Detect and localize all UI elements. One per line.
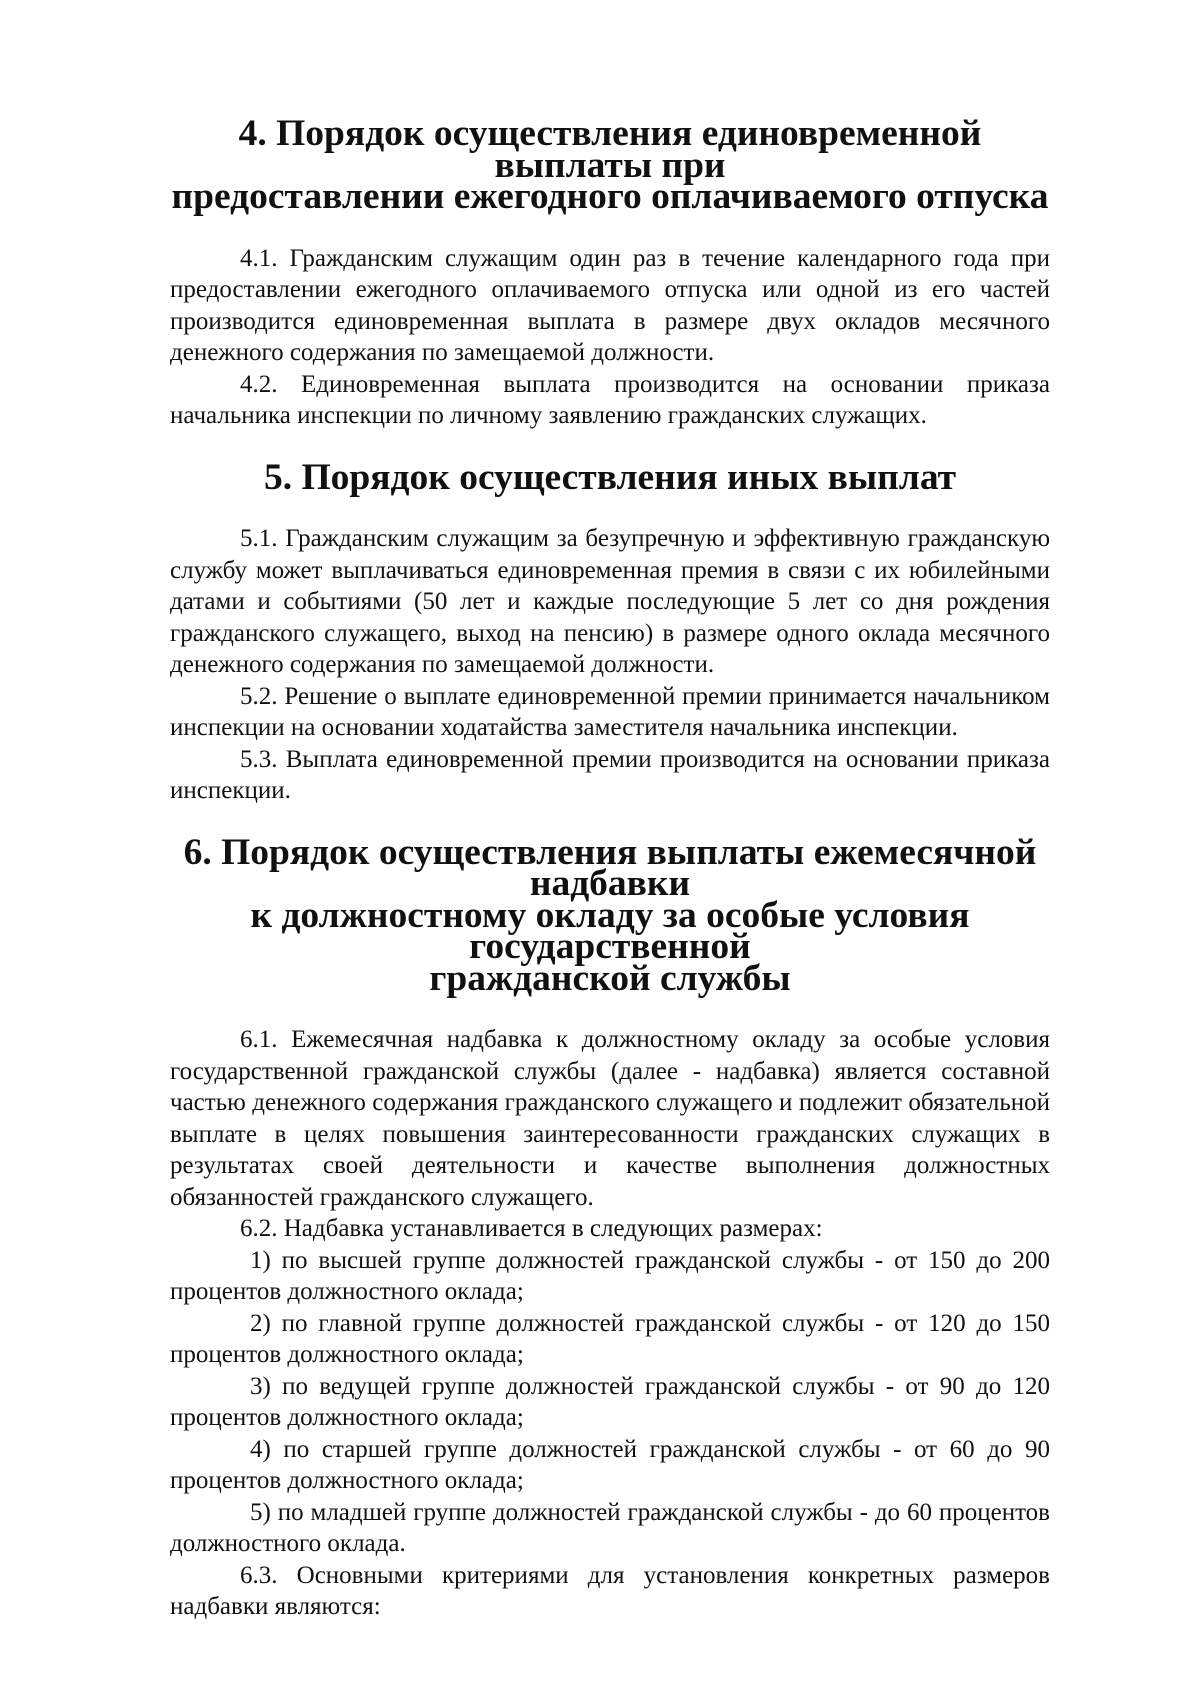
paragraph-4-1: 4.1. Гражданским служащим один раз в течение календарного года при предоставлении ежегодного оплачиваемого отпуска или одной из его частей производится единовременная выплата в размере двух окладов месячного денежного содержания по замещаемой должности. bbox=[170, 244, 1050, 366]
list-item-2: 2) по главной группе должностей гражданской службы - от 120 до 150 процентов должностного оклада; bbox=[170, 1309, 1050, 1368]
paragraph-5-3: 5.3. Выплата единовременной премии производится на основании приказа инспекции. bbox=[170, 745, 1050, 804]
paragraph-6-3: 6.3. Основными критериями для установления конкретных размеров надбавки являются: bbox=[170, 1561, 1050, 1620]
section-4-heading bbox=[170, 113, 1050, 217]
list-item-3: 3) по ведущей группе должностей гражданской службы - от 90 до 120 процентов должностного оклада; bbox=[170, 1372, 1050, 1431]
section-6-heading-line-2: к должностному окладу за особые условия государственной bbox=[250, 894, 970, 967]
list-item-4: 4) по старшей группе должностей гражданской службы - от 60 до 90 процентов должностного оклада; bbox=[170, 1435, 1050, 1494]
section-4-heading-line-1: 4. Порядок осуществления единовременной выплаты при bbox=[238, 113, 982, 186]
section-6-heading-line-1: 6. Порядок осуществления выплаты ежемесячной надбавки bbox=[183, 831, 1037, 904]
section-6-heading-line-3: гражданской службы bbox=[429, 957, 791, 999]
paragraph-5-1: 5.1. Гражданским служащим за безупречную и эффективную гражданскую службу может выплачиваться единовременная премия в связи с их юбилейными датами и событиями (50 лет и каждые последующие 5 лет со дня рождения гражданского служащего, выход на пенсию) в размере одного оклада месячного денежного содержания по замещаемой должности. bbox=[170, 525, 1050, 678]
document-page bbox=[170, 113, 1050, 1623]
paragraph-6-2: 6.2. Надбавка устанавливается в следующих размерах: bbox=[240, 1215, 823, 1242]
section-5-heading: 5. Порядок осуществления иных выплат bbox=[263, 456, 957, 498]
section-4-heading-line-2: предоставлении ежегодного оплачиваемого отпуска bbox=[171, 176, 1049, 217]
paragraph-5-2: 5.2. Решение о выплате единовременной премии принимается начальником инспекции на основании ходатайства заместителя начальника инспекции. bbox=[170, 682, 1050, 741]
list-item-5: 5) по младшей группе должностей гражданской службы - до 60 процентов должностного оклада. bbox=[170, 1498, 1050, 1557]
paragraph-6-1: 6.1. Ежемесячная надбавка к должностному окладу за особые условия государственной гражданской службы (далее - надбавка) является составной частью денежного содержания гражданского служащего и подлежит обязательной выплате в целях повышения заинтересованности гражданских служащих в результатах своей деятельности и качестве выполнения должностных обязанностей гражданского служащего. bbox=[170, 1026, 1050, 1211]
paragraph-4-2: 4.2. Единовременная выплата производится на основании приказа начальника инспекции по личному заявлению гражданских служащих. bbox=[170, 370, 1050, 429]
section-6-heading bbox=[170, 831, 1050, 999]
list-item-1: 1) по высшей группе должностей гражданской службы - от 150 до 200 процентов должностного оклада; bbox=[170, 1246, 1050, 1305]
